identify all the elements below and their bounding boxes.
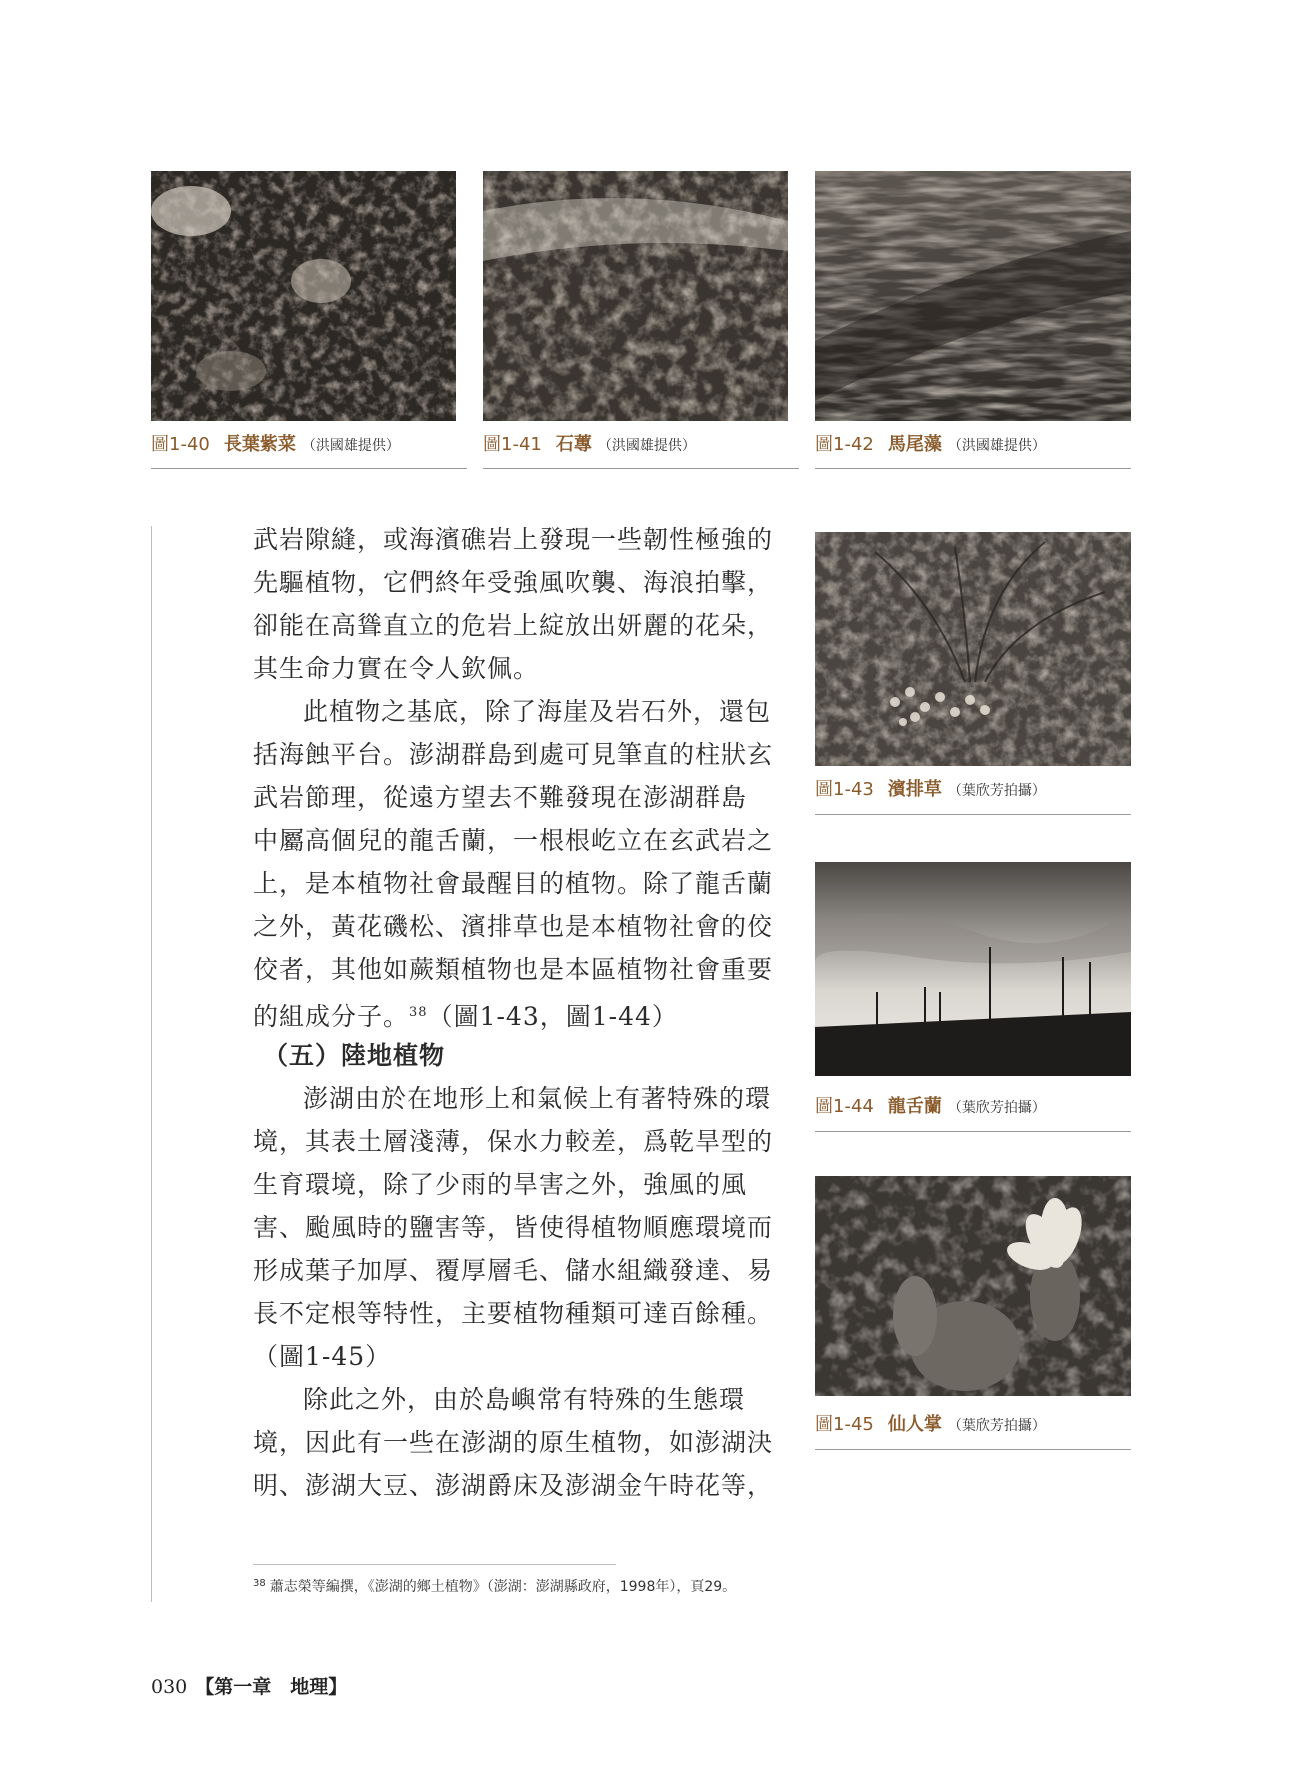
body-line: 之外，黃花磯松、濱排草也是本植物社會的佼 [253,912,774,941]
body-line: 括海蝕平台。澎湖群島到處可見筆直的柱狀玄 [253,740,774,769]
figure-credit: （葉欣芳拍攝） [947,1100,1046,1116]
photo-1-40-image [151,171,456,421]
caption-fig-1-45 [815,1410,1046,1436]
body-line: 其生命力實在令人欽佩。 [253,654,540,683]
photo-cactus [815,1176,1131,1396]
body-line: 境，因此有一些在澎湖的原生植物，如澎湖決 [253,1428,774,1457]
photo-1-43-image [815,532,1131,766]
body-line: 明、澎湖大豆、澎湖爵床及澎湖金午時花等， [253,1471,774,1500]
body-text [253,518,791,1507]
figure-name: 石蓴 [555,434,592,455]
figure-credit: （洪國雄提供） [597,438,696,454]
caption-rule [815,468,1131,469]
figure-name: 長葉紫菜 [223,434,296,455]
body-line-text: 的組成分子。 [253,1002,410,1031]
figure-number: 圖1-44 [815,1096,874,1117]
footnote-ref[interactable]: 38 [409,1005,428,1020]
figure-name: 濱排草 [887,779,942,800]
photo-1-45-image [815,1176,1131,1396]
photo-sargassum [815,171,1131,421]
body-line: 形成葉子加厚、覆厚層毛、儲水組織發達、易 [253,1256,774,1285]
photo-1-44-image [815,862,1131,1076]
body-line-with-footnote-ref [253,991,791,1034]
figure-credit: （葉欣芳拍攝） [947,1418,1046,1434]
figure-number: 圖1-40 [151,434,210,455]
body-line: 先驅植物，它們終年受強風吹襲、海浪拍擊， [253,568,774,597]
caption-fig-1-40 [151,430,400,456]
caption-fig-1-42 [815,430,1046,456]
body-line: 佼者，其他如蕨類植物也是本區植物社會重要 [253,955,774,984]
footnote-rule [253,1564,616,1565]
page-footer [151,1672,347,1699]
body-line: 卻能在高聳直立的危岩上綻放出妍麗的花朵， [253,611,774,640]
caption-fig-1-41 [483,430,696,456]
figure-ref: （圖1-43，圖1-44） [427,1002,678,1031]
photo-agave [815,862,1131,1076]
caption-rule [815,814,1131,815]
caption-rule [815,1449,1131,1450]
body-line: 此植物之基底，除了海崖及岩石外，還包 [303,697,772,726]
body-line: 中屬高個兒的龍舌蘭，一根根屹立在玄武岩之 [253,826,774,855]
caption-rule [483,468,799,469]
body-line: 境，其表土層淺薄，保水力較差，爲乾旱型的 [253,1127,774,1156]
body-line: 生育環境，除了少雨的旱害之外，強風的風 [253,1170,748,1199]
footnote-marker: 38 [253,1578,266,1589]
body-line: 澎湖由於在地形上和氣候上有著特殊的環 [303,1084,772,1113]
figure-credit: （洪國雄提供） [947,438,1046,454]
footnote-text: 蕭志榮等編撰，《澎湖的鄉土植物》（澎湖：澎湖縣政府，1998年），頁29。 [269,1579,737,1595]
body-line: 除此之外，由於島嶼常有特殊的生態環 [303,1385,746,1414]
figure-name: 馬尾藻 [887,434,942,455]
photo-1-42-image [815,171,1131,421]
photo-lysimachia [815,532,1131,766]
page-number: 030 [151,1676,188,1698]
body-line: 害、颱風時的鹽害等，皆使得植物順應環境而 [253,1213,774,1242]
figure-credit: （葉欣芳拍攝） [947,783,1046,799]
chapter-label: 【第一章 地理】 [195,1676,348,1698]
figure-name: 仙人掌 [887,1414,942,1435]
caption-fig-1-43 [815,775,1046,801]
caption-rule [815,1131,1131,1132]
body-line: 長不定根等特性，主要植物種類可達百餘種。 [253,1299,774,1328]
caption-fig-1-44 [815,1092,1046,1118]
photo-long-leaf-laver [151,171,456,421]
margin-rule [151,526,152,1602]
body-line: （圖1-45） [253,1342,392,1371]
figure-number: 圖1-43 [815,779,874,800]
body-line: 武岩節理，從遠方望去不難發現在澎湖群島 [253,783,748,812]
footnote [253,1576,736,1596]
figure-number: 圖1-41 [483,434,542,455]
figure-credit: （洪國雄提供） [301,438,400,454]
figure-name: 龍舌蘭 [887,1096,942,1117]
body-line: 武岩隙縫，或海濱礁岩上發現一些韌性極強的 [253,525,774,554]
body-line: 上，是本植物社會最醒目的植物。除了龍舌蘭 [253,869,774,898]
figure-number: 圖1-45 [815,1414,874,1435]
section-heading: （五）陸地植物 [263,1041,446,1070]
photo-sea-lettuce [483,171,788,421]
caption-rule [151,468,467,469]
photo-1-41-image [483,171,788,421]
figure-number: 圖1-42 [815,434,874,455]
